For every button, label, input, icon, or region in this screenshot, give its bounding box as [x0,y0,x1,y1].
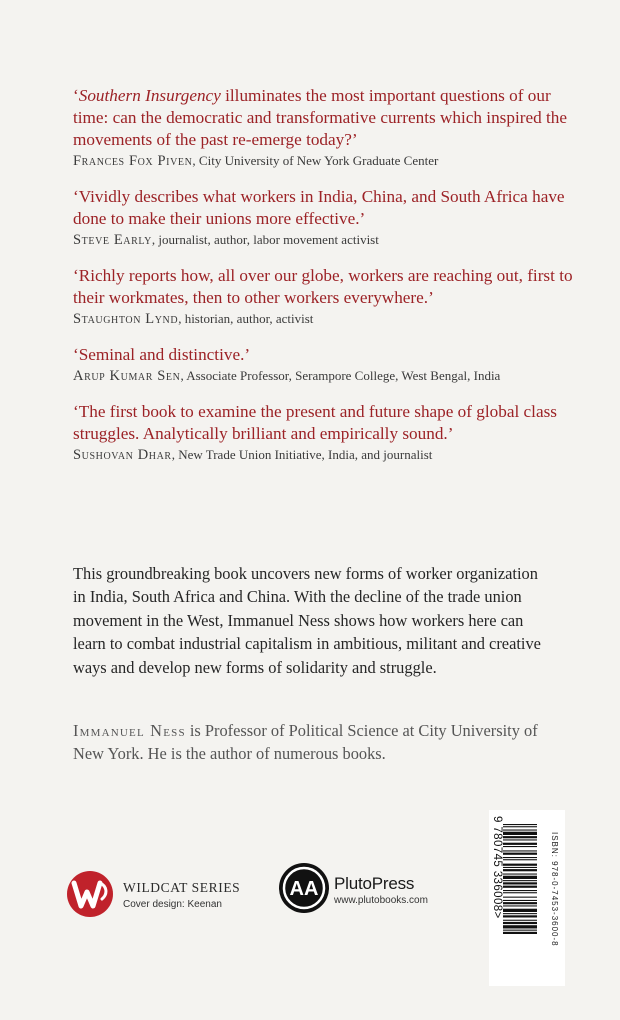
barcode-bar [503,930,537,931]
barcode-bars [503,824,537,976]
wildcat-series [66,870,266,920]
barcode-bar [503,859,537,860]
quote-author: Arup Kumar Sen [73,368,181,384]
quote-attribution [73,446,573,464]
series-name: WILDCAT SERIES [123,880,241,895]
quote-text: ‘The first book to examine the present and future shape of global class struggles. Analytically brilliant and empirically sound.’ [73,402,557,443]
barcode-bar [503,886,537,888]
barcode-arrow: > [491,911,503,919]
barcode-bar [503,826,537,827]
open-quote: ‘ [73,86,79,105]
book-title: Southern Insurgency [78,86,221,105]
barcode-bar [503,874,537,875]
barcode-bar [503,880,537,881]
barcode-bar [503,892,537,893]
barcode-bar [503,900,537,901]
pluto-press-logo-icon [278,862,330,914]
barcode-bar [503,876,537,879]
barcode-bar [503,913,537,914]
wildcat-logo-icon [66,870,114,918]
barcode-bar [503,915,537,917]
barcode-bar [503,920,537,921]
quote-text: ‘Seminal and distinctive.’ [73,345,251,364]
author-name: Immanuel Ness [73,721,186,740]
barcode-bar [503,850,537,851]
publisher-url: www.plutobooks.com [334,895,428,906]
barcode-bar [503,922,537,924]
author-bio-text: is Professor of Political Science at City University of New York. He is the author of numerous books. [73,721,538,764]
barcode-bar [503,869,537,871]
endorsement [73,85,573,170]
barcode-number: 9 780745 336008 [491,816,503,912]
barcode-bar [503,824,537,825]
barcode-bar [503,839,537,840]
endorsement [73,265,573,328]
endorsement [73,401,573,464]
cover-design-credit: Cover design: Keenan [123,899,222,910]
quote-text: ‘Vividly describes what workers in India, China, and South Africa have done to make their unions more effective.’ [73,187,565,228]
quote-affiliation: , historian, author, activist [178,311,314,326]
quote-author: Frances Fox Piven [73,153,193,169]
quote-affiliation: , journalist, author, labor movement activist [151,232,379,247]
barcode-bar [503,897,537,898]
quote-author: Steve Early [73,232,152,248]
barcode-bar [503,843,537,845]
quote-attribution [73,367,573,385]
barcode-bar [503,830,537,831]
quote-attribution [73,152,573,170]
author-bio [73,719,553,766]
publisher-name: PlutoPress [334,874,415,893]
barcode-bar [503,846,537,847]
barcode-bar [503,909,537,912]
endorsement [73,344,573,385]
barcode-bar [503,832,537,835]
isbn-label: ISBN: 978-0-7453-3600-8 [550,832,559,947]
barcode-digits [491,816,503,919]
barcode-bar [503,867,537,868]
quote-text [73,85,573,151]
endorsement [73,186,573,249]
quote-text: ‘Richly reports how, all over our globe, workers are reaching out, first to their workmates, then to other workers everywhere.’ [73,266,573,307]
endorsements [73,85,573,480]
barcode-bar [503,890,537,891]
quote-affiliation: , New Trade Union Initiative, India, and journalist [171,447,433,462]
quote-affiliation: , Associate Professor, Serampore College, West Bengal, India [180,368,501,383]
barcode-bar [503,905,537,906]
quote-author: Staughton Lynd [73,311,179,327]
publisher [278,862,448,922]
barcode-bar [503,864,537,866]
svg-text:AA: AA [289,878,319,900]
barcode-bar [503,853,537,855]
quote-attribution [73,310,573,328]
barcode-bar [503,902,537,904]
barcode-bar [503,882,537,884]
barcode-bar [503,857,537,858]
quote-attribution [73,231,573,249]
barcode-rotated [489,810,565,986]
barcode-bar [503,925,537,928]
quote-author: Sushovan Dhar [73,447,172,463]
book-description: This groundbreaking book uncovers new forms of worker organization in India, South Africa and China. With the decline of the trade union movement in the West, Immanuel Ness shows how workers here can learn to combat industrial capitalism in ambitious, militant and creative ways and develop new forms of solidarity and struggle. [73,564,541,677]
quote-affiliation: , City University of New York Graduate Center [192,153,439,168]
isbn-barcode [489,810,565,986]
barcode-bar [503,836,537,838]
barcode-bar [503,932,537,934]
quote-body: illuminates the most important questions of our time: can the democratic and transformative currents which inspired the movements of the past re-emerge today?’ [73,86,567,149]
